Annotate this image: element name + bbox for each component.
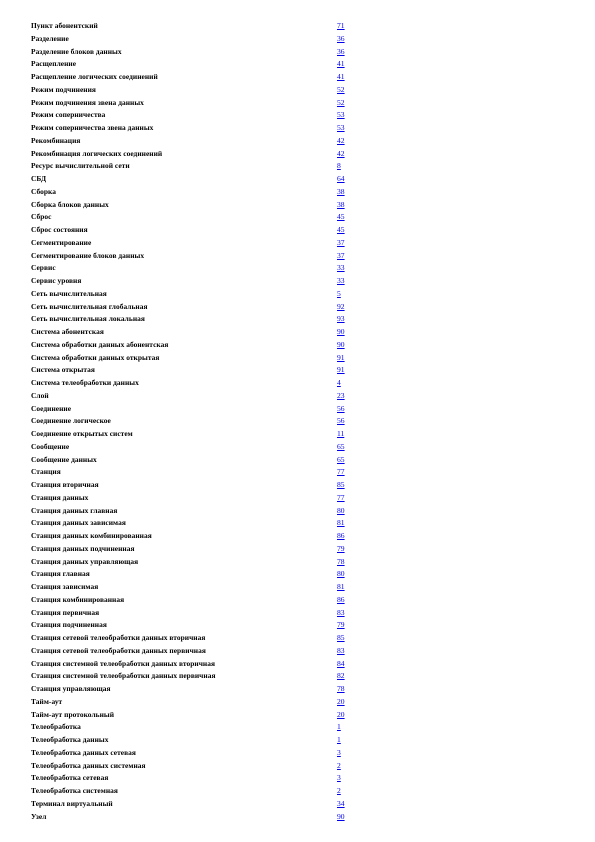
page-number-link[interactable]: 1 [337, 722, 341, 732]
index-entry [31, 364, 351, 377]
index-entry [31, 109, 351, 122]
page-number-link[interactable]: 41 [337, 72, 345, 81]
index-term: Станция подчиненная [31, 620, 107, 630]
index-entry [31, 760, 351, 773]
index-entry [31, 594, 351, 607]
page-number-link[interactable]: 23 [337, 390, 345, 400]
index-term: Сброс [31, 212, 52, 222]
page-number-link[interactable]: 20 [337, 696, 345, 706]
index-entry [31, 20, 351, 33]
index-entry [31, 568, 351, 581]
index-term: Телеобработка данных системная [31, 760, 146, 770]
index-entry [31, 377, 351, 390]
page-number-link[interactable]: 52 [337, 84, 345, 94]
page-number-link[interactable]: 37 [337, 250, 345, 260]
index-term: Телеобработка данных [31, 735, 109, 744]
page-number-link[interactable]: 83 [337, 607, 345, 617]
index-term: Станция главная [31, 569, 90, 579]
index-entry [31, 403, 351, 416]
page-number-link[interactable]: 45 [337, 212, 345, 222]
index-term: Терминал виртуальный [31, 798, 113, 808]
page-number-link[interactable]: 93 [337, 314, 345, 324]
page-number-link[interactable]: 36 [337, 46, 345, 56]
index-term: Рекомбинация логических соединений [31, 148, 163, 158]
index-entry [31, 709, 351, 722]
index-term: Система телеобработки данных [31, 378, 139, 387]
index-entry [31, 811, 351, 824]
index-entry [31, 581, 351, 594]
index-entry [31, 772, 351, 785]
index-entry [31, 798, 351, 811]
page-number-link[interactable]: 8 [337, 161, 341, 171]
index-entry [31, 352, 351, 365]
index-entry [31, 58, 351, 71]
page-number-link[interactable]: 42 [337, 148, 345, 158]
page-number-link[interactable]: 53 [337, 110, 345, 120]
index-term: Станция сетевой телеобработки данных первичная [31, 645, 206, 655]
page-number-link[interactable]: 38 [337, 199, 345, 209]
page-number-link[interactable]: 91 [337, 352, 345, 362]
index-entry [31, 441, 351, 454]
index-term: Телеобработка системная [31, 786, 118, 795]
index-term: Сеть вычислительная локальная [31, 314, 145, 324]
index-entry [31, 160, 351, 173]
index-term: Станция данных главная [31, 505, 118, 515]
index-entry [31, 658, 351, 671]
index-term: Станция [31, 467, 61, 477]
index-entry [31, 173, 351, 186]
page-number-link[interactable]: 90 [337, 811, 345, 821]
page-number-link[interactable]: 37 [337, 237, 345, 247]
index-entry [31, 632, 351, 645]
index-entry [31, 339, 351, 352]
index-entry [31, 734, 351, 747]
index-entry [31, 505, 351, 518]
page-number-link[interactable]: 79 [337, 620, 345, 630]
index-term: Станция зависимая [31, 582, 99, 591]
page-number-link[interactable]: 20 [337, 709, 345, 719]
page-number-link[interactable]: 33 [337, 276, 345, 285]
index-entry [31, 721, 351, 734]
index-term: Сегментирование блоков данных [31, 250, 145, 260]
index-entry [31, 543, 351, 556]
index-term: Система обработки данных открытая [31, 352, 160, 362]
index-term: Рекомбинация [31, 135, 81, 145]
index-entry [31, 148, 351, 161]
index-term: Соединение логическое [31, 416, 111, 426]
page-number-link[interactable]: 42 [337, 135, 345, 145]
index-entry [31, 122, 351, 135]
index-term: Станция данных управляющая [31, 556, 139, 566]
index-entry [31, 262, 351, 275]
index-term: Ресурс вычислительной сети [31, 161, 130, 171]
page-number-link[interactable]: 33 [337, 263, 345, 273]
page-number-link[interactable]: 82 [337, 671, 345, 681]
index-term: Сервис уровня [31, 276, 82, 285]
index-entry [31, 607, 351, 620]
page-number-link[interactable]: 36 [337, 33, 345, 43]
page-number-link[interactable]: 5 [337, 288, 341, 298]
index-entry [31, 683, 351, 696]
page-number-link[interactable]: 80 [337, 505, 345, 515]
page-number-link[interactable]: 92 [337, 301, 345, 311]
index-term: Соединение открытых систем [31, 429, 133, 438]
index-term: Сборка блоков данных [31, 199, 109, 209]
index-term: Станция первичная [31, 607, 100, 617]
index-term: Сеть вычислительная [31, 288, 107, 298]
index-term: Станция комбинированная [31, 594, 125, 604]
index-term: Станция вторичная [31, 480, 99, 489]
page-number-link[interactable]: 38 [337, 186, 345, 196]
page-number-link[interactable]: 65 [337, 454, 345, 464]
page-number-link[interactable]: 56 [337, 403, 345, 413]
index-entry [31, 530, 351, 543]
page-number-link[interactable]: 56 [337, 416, 345, 426]
page-number-link[interactable]: 81 [337, 518, 345, 528]
index-term: Сообщение данных [31, 454, 97, 464]
index-entry [31, 696, 351, 709]
index-term: Станция данных [31, 492, 89, 502]
page-number-link[interactable]: 86 [337, 531, 345, 540]
index-term: Система открытая [31, 365, 95, 375]
index-term: Станция сетевой телеобработки данных вторичная [31, 633, 206, 642]
index-term: Расщепление логических соединений [31, 72, 158, 81]
index-entry [31, 428, 351, 441]
index-entry [31, 466, 351, 479]
index-entry [31, 556, 351, 569]
page-number-link[interactable]: 77 [337, 467, 345, 477]
page-number-link[interactable]: 81 [337, 582, 345, 591]
index-entry [31, 135, 351, 148]
page-number-link[interactable]: 77 [337, 492, 345, 502]
index-term: Пункт абонентский [31, 21, 98, 30]
alphabetical-index [31, 20, 351, 823]
index-term: Станция данных подчиненная [31, 543, 135, 553]
index-entry [31, 186, 351, 199]
index-entry [31, 33, 351, 46]
index-term: Расщепление [31, 59, 77, 69]
index-term: Узел [31, 811, 47, 821]
page-number-link[interactable]: 2 [337, 786, 341, 795]
index-entry [31, 479, 351, 492]
page-number-link[interactable]: 3 [337, 747, 341, 757]
page-number-link[interactable]: 64 [337, 174, 345, 183]
page-number-link[interactable]: 52 [337, 97, 345, 107]
index-term: Телеобработка данных сетевая [31, 747, 136, 757]
page-number-link[interactable]: 71 [337, 21, 345, 30]
page-number-link[interactable]: 86 [337, 594, 345, 604]
index-term: Сегментирование [31, 237, 92, 247]
page-number-link[interactable]: 78 [337, 684, 345, 693]
page-number-link[interactable]: 3 [337, 773, 341, 783]
index-term: Разделение блоков данных [31, 46, 122, 56]
page-number-link[interactable]: 90 [337, 327, 345, 336]
index-entry [31, 224, 351, 237]
page-number-link[interactable]: 90 [337, 339, 345, 349]
index-entry [31, 517, 351, 530]
index-term: Тайм-аут [31, 696, 63, 706]
index-entry [31, 250, 351, 263]
index-entry [31, 785, 351, 798]
index-entry [31, 415, 351, 428]
index-entry [31, 454, 351, 467]
index-entry [31, 645, 351, 658]
index-entry [31, 211, 351, 224]
index-term: Тайм-аут протокольный [31, 709, 115, 719]
index-term: Соединение [31, 403, 72, 413]
index-entry [31, 301, 351, 314]
page-number-link[interactable]: 34 [337, 798, 345, 808]
page-number-link[interactable]: 84 [337, 658, 345, 668]
index-term: Слой [31, 390, 49, 400]
index-term: Разделение [31, 33, 69, 43]
index-entry [31, 326, 351, 339]
index-term: Станция системной телеобработки данных вторичная [31, 658, 216, 668]
index-term: Сброс состояния [31, 225, 88, 234]
index-entry [31, 46, 351, 59]
index-entry [31, 619, 351, 632]
page-number-link[interactable]: 11 [337, 429, 345, 438]
page-number-link[interactable]: 45 [337, 225, 345, 234]
page-number-link[interactable]: 53 [337, 123, 345, 132]
index-term: Станция данных зависимая [31, 518, 126, 528]
page-number-link[interactable]: 2 [337, 760, 341, 770]
index-entry [31, 390, 351, 403]
index-term: Сообщение [31, 441, 70, 451]
index-entry [31, 670, 351, 683]
page-number-link[interactable]: 41 [337, 59, 345, 69]
index-entry [31, 237, 351, 250]
index-entry [31, 288, 351, 301]
index-term: СБД [31, 174, 47, 183]
index-entry [31, 71, 351, 84]
page-number-link[interactable]: 65 [337, 441, 345, 451]
index-term: Станция данных комбинированная [31, 531, 152, 540]
index-term: Телеобработка сетевая [31, 773, 109, 783]
index-term: Телеобработка [31, 722, 81, 732]
page-number-link[interactable]: 85 [337, 633, 345, 642]
index-term: Сервис [31, 263, 56, 273]
index-term: Система абонентская [31, 327, 104, 336]
page-number-link[interactable]: 79 [337, 543, 345, 553]
page-number-link[interactable]: 78 [337, 556, 345, 566]
index-entry [31, 313, 351, 326]
index-entry [31, 492, 351, 505]
page-number-link[interactable]: 83 [337, 645, 345, 655]
index-term: Режим соперничества [31, 110, 106, 120]
index-term: Сборка [31, 186, 56, 196]
index-entry [31, 275, 351, 288]
index-term: Режим подчинения звена данных [31, 97, 144, 107]
page-number-link[interactable]: 91 [337, 365, 345, 375]
page-number-link[interactable]: 4 [337, 378, 341, 387]
index-term: Сеть вычислительная глобальная [31, 301, 148, 311]
index-entry [31, 97, 351, 110]
index-entry [31, 199, 351, 212]
index-term: Режим подчинения [31, 84, 96, 94]
index-term: Станция управляющая [31, 684, 111, 693]
page-number-link[interactable]: 1 [337, 735, 341, 744]
index-entry [31, 84, 351, 97]
index-term: Система обработки данных абонентская [31, 339, 169, 349]
page-number-link[interactable]: 80 [337, 569, 345, 579]
index-term: Станция системной телеобработки данных первичная [31, 671, 216, 681]
page-number-link[interactable]: 85 [337, 480, 345, 489]
index-entry [31, 747, 351, 760]
index-term: Режим соперничества звена данных [31, 123, 154, 132]
